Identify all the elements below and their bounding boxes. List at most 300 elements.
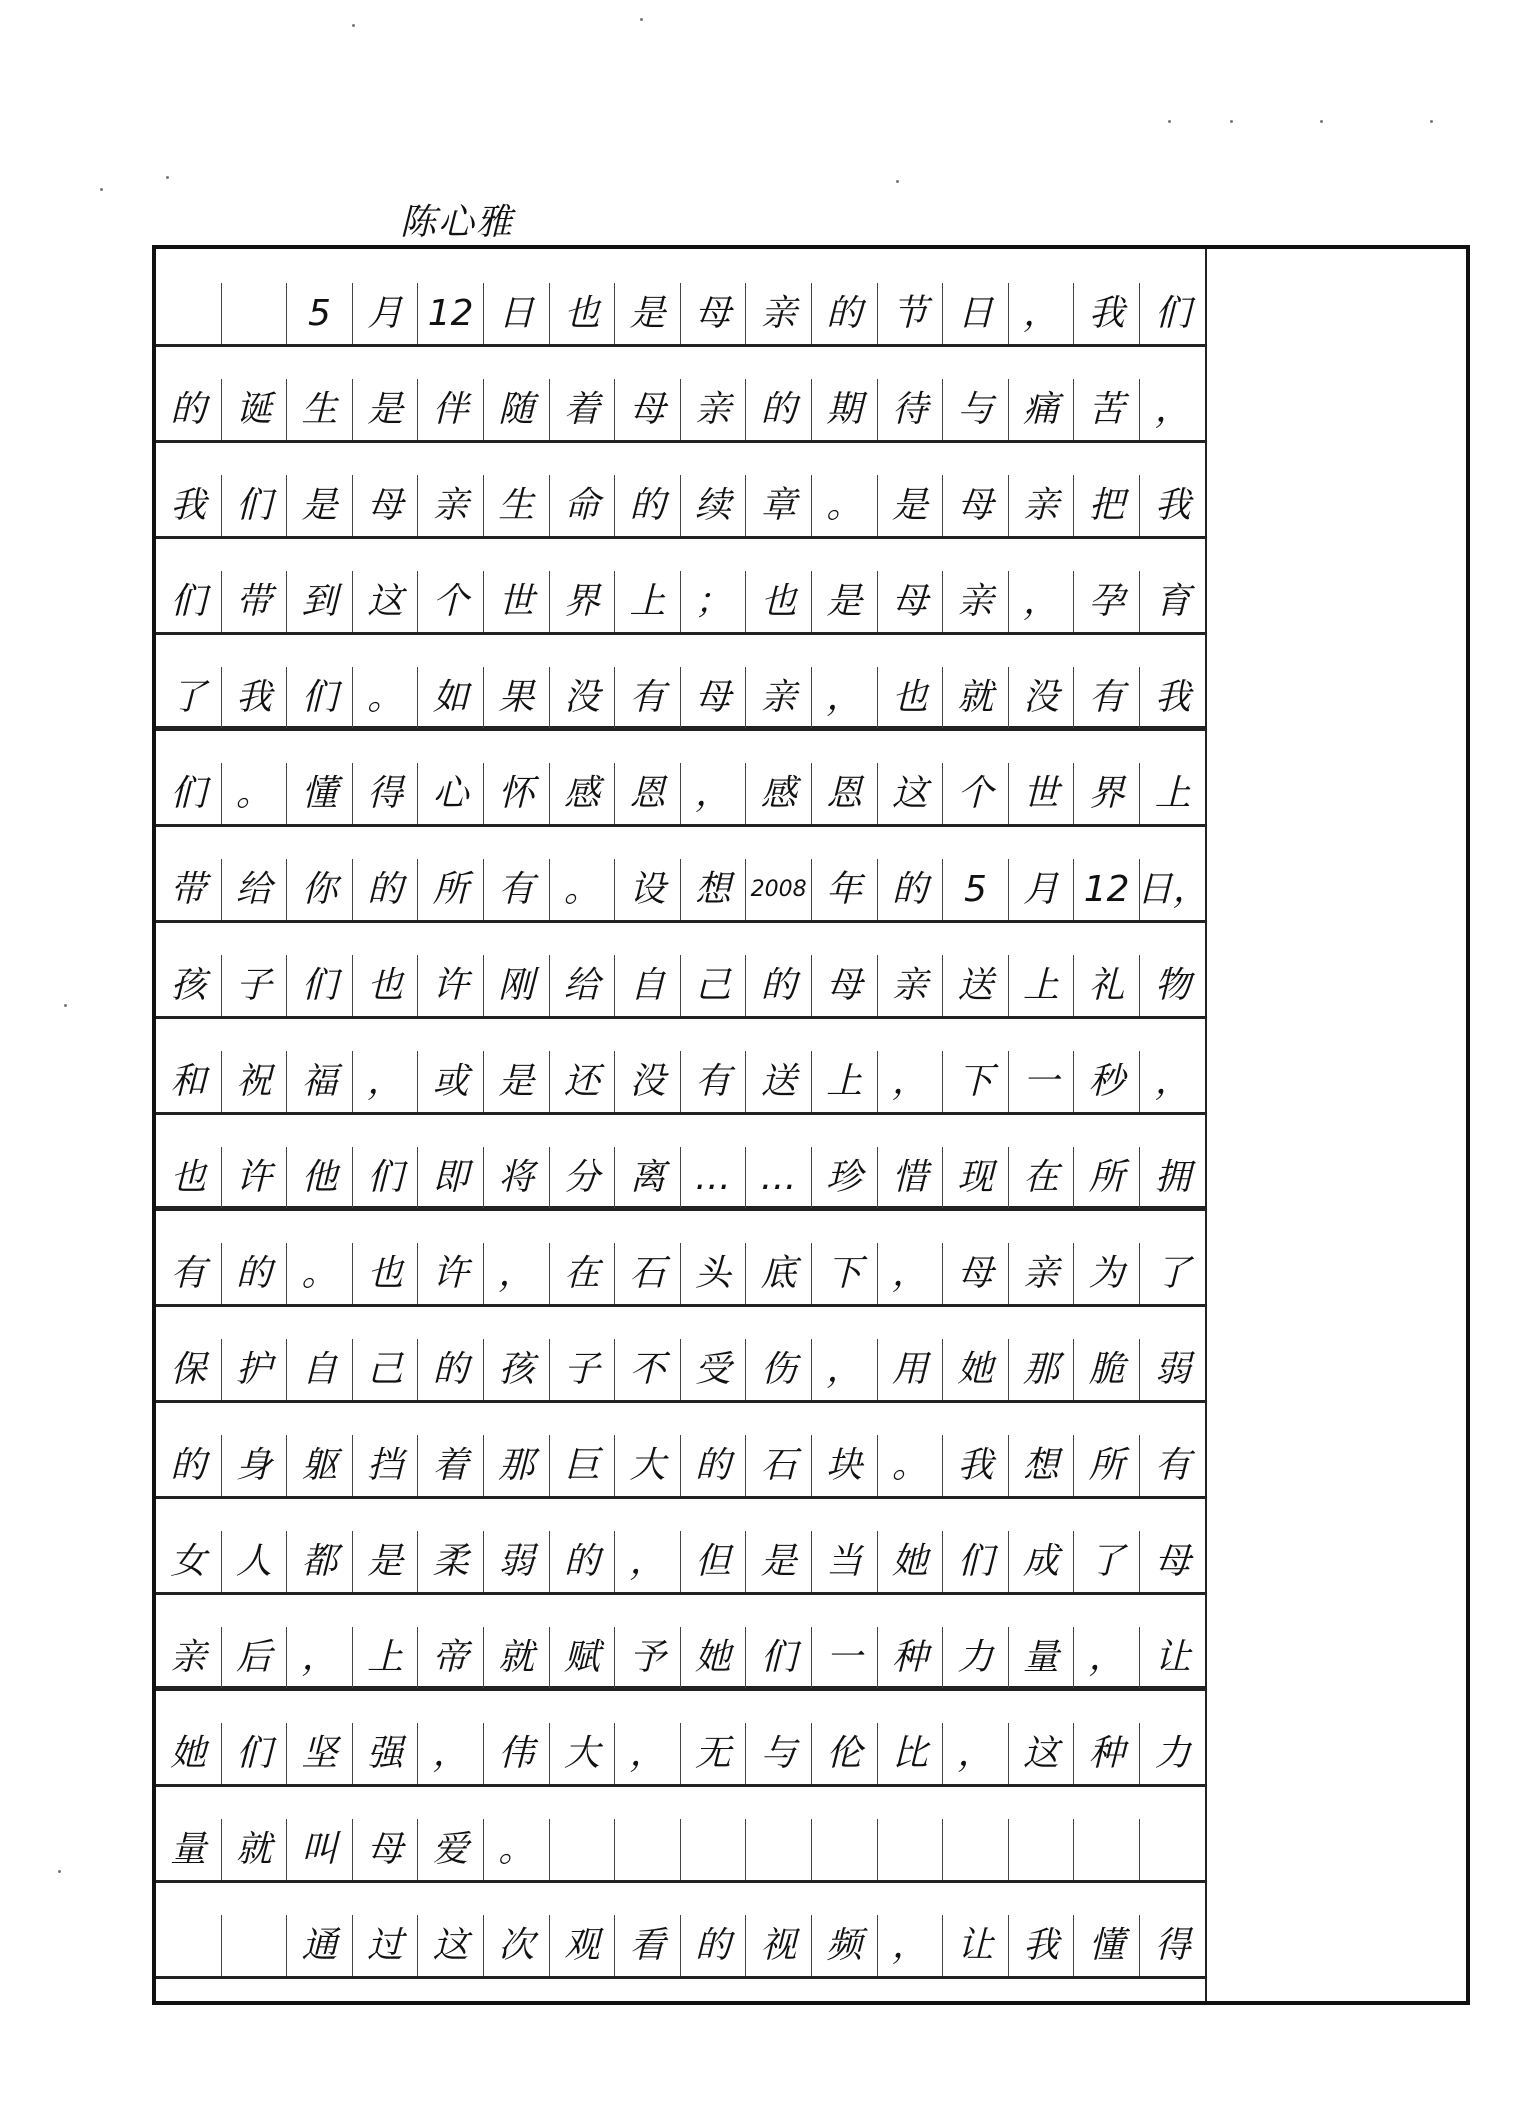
- grid-cell: 躯: [287, 1435, 353, 1496]
- grid-cell: 女: [156, 1531, 222, 1592]
- grid-cell: 后: [222, 1627, 288, 1688]
- grid-cell: 己: [353, 1339, 419, 1400]
- grid-cell: 感: [550, 763, 616, 824]
- grid-cell: 所: [1074, 1147, 1140, 1208]
- grid-cell: 设: [615, 859, 681, 920]
- grid-cell: …: [681, 1147, 747, 1208]
- grid-cell: 予: [615, 1627, 681, 1688]
- grid-row: [156, 1051, 1206, 1115]
- grid-cell: 也: [353, 955, 419, 1016]
- scan-speck: [1230, 120, 1233, 123]
- grid-cell: ，: [812, 1339, 878, 1400]
- grid-cell: 和: [156, 1051, 222, 1112]
- grid-cell: [222, 1915, 288, 1976]
- scan-speck: [1320, 120, 1323, 123]
- grid-cell: ，: [878, 1915, 944, 1976]
- grid-cell: 们: [156, 571, 222, 632]
- grid-cell: 有: [1074, 667, 1140, 728]
- grid-cell: 挡: [353, 1435, 419, 1496]
- grid-cell: 亲: [1009, 1243, 1075, 1304]
- grid-cell: 得: [1154, 1924, 1191, 1966]
- grid-cell: ，: [681, 763, 747, 824]
- grid-cell: 不: [615, 1339, 681, 1400]
- grid-cell: 续: [681, 475, 747, 536]
- grid-cell: 还: [550, 1051, 616, 1112]
- grid-cell: 坚: [287, 1723, 353, 1784]
- grid-cell: 弱: [1154, 1348, 1191, 1390]
- grid-cell: 保: [156, 1339, 222, 1400]
- grid-cell: 懂: [1074, 1915, 1140, 1976]
- grid-cell: 看: [615, 1915, 681, 1976]
- grid-cell: 亲: [746, 667, 812, 728]
- grid-cell: 人: [222, 1531, 288, 1592]
- grid-cell: 许: [418, 955, 484, 1016]
- grid-cell: [943, 1819, 1009, 1880]
- grid-cell: 。: [550, 859, 616, 920]
- grid-cell: 就: [222, 1819, 288, 1880]
- scan-speck: [166, 176, 169, 179]
- grid-cell: 亲: [1009, 475, 1075, 536]
- grid-cell: 们: [746, 1627, 812, 1688]
- grid-cell: 也: [746, 571, 812, 632]
- grid-cell: 观: [550, 1915, 616, 1976]
- grid-cell: 子: [550, 1339, 616, 1400]
- grid-cell: 亲: [746, 283, 812, 344]
- grid-cell: 身: [222, 1435, 288, 1496]
- grid-cell: 那: [1009, 1339, 1075, 1400]
- grid-cell: 上: [1154, 772, 1191, 814]
- grid-cell: 世: [1009, 763, 1075, 824]
- grid-cell: 自: [615, 955, 681, 1016]
- grid-cell: 那: [484, 1435, 550, 1496]
- grid-cell: ，: [1009, 283, 1075, 344]
- scan-speck: [352, 24, 355, 27]
- grid-cell: 了: [156, 667, 222, 728]
- grid-cell: 亲: [418, 475, 484, 536]
- grid-cell: 感: [746, 763, 812, 824]
- scan-speck: [1430, 120, 1433, 123]
- grid-cell: ，: [1154, 388, 1191, 430]
- grid-cell: 视: [746, 1915, 812, 1976]
- grid-cell: 下: [943, 1051, 1009, 1112]
- grid-cell: 这: [878, 763, 944, 824]
- grid-cell: 的: [156, 1435, 222, 1496]
- grid-cell: 福: [287, 1051, 353, 1112]
- grid-cell: 的: [353, 859, 419, 920]
- grid-cell: 量: [156, 1819, 222, 1880]
- scan-speck: [64, 1004, 67, 1007]
- grid-cell: 珍: [812, 1147, 878, 1208]
- grid-cell: 通: [287, 1915, 353, 1976]
- grid-cell: 这: [1009, 1723, 1075, 1784]
- grid-cell: 或: [418, 1051, 484, 1112]
- grid-cell: 想: [1009, 1435, 1075, 1496]
- scan-speck: [640, 18, 643, 21]
- grid-cell: 给: [222, 859, 288, 920]
- grid-cell: [222, 283, 288, 344]
- composition-sheet: [152, 245, 1470, 2005]
- grid-cell: 孕: [1074, 571, 1140, 632]
- grid-cell: 亲: [681, 379, 747, 440]
- grid-cell: 我: [943, 1435, 1009, 1496]
- grid-cell: 力: [1154, 1732, 1191, 1774]
- grid-cell: 的: [222, 1243, 288, 1304]
- grid-cell: 的: [681, 1435, 747, 1496]
- grid-cell: 这: [418, 1915, 484, 1976]
- grid-cell: 种: [878, 1627, 944, 1688]
- grid-cell: 的: [746, 379, 812, 440]
- grid-cell: 祝: [222, 1051, 288, 1112]
- grid-cell: 个: [943, 763, 1009, 824]
- grid-row: [156, 667, 1206, 731]
- grid-cell: 没: [615, 1051, 681, 1112]
- grid-cell: 子: [222, 955, 288, 1016]
- grid-cell: 是: [484, 1051, 550, 1112]
- grid-cell: 母: [681, 283, 747, 344]
- grid-cell: 。: [287, 1243, 353, 1304]
- grid-cell: 次: [484, 1915, 550, 1976]
- grid-cell: 她: [878, 1531, 944, 1592]
- grid-cell: 她: [943, 1339, 1009, 1400]
- grid-cell: 有: [1154, 1444, 1191, 1486]
- grid-cell: 的: [878, 859, 944, 920]
- grid-cell: …: [746, 1147, 812, 1208]
- grid-cell: 与: [943, 379, 1009, 440]
- grid-cell: [1140, 1819, 1206, 1880]
- grid-cell: 恩: [812, 763, 878, 824]
- grid-cell: 亲: [156, 1627, 222, 1688]
- grid-cell: 块: [812, 1435, 878, 1496]
- grid-cell: 母: [353, 475, 419, 536]
- grid-cell: 心: [418, 763, 484, 824]
- grid-cell: 了: [1074, 1531, 1140, 1592]
- grid-cell: ，: [943, 1723, 1009, 1784]
- grid-cell: 带: [222, 571, 288, 632]
- grid-cell: 头: [681, 1243, 747, 1304]
- grid-cell: 年: [812, 859, 878, 920]
- grid-row: [156, 1339, 1206, 1403]
- grid-cell: 们: [287, 955, 353, 1016]
- grid-cell: 也: [878, 667, 944, 728]
- grid-cell: [156, 1915, 222, 1976]
- grid-cell: 离: [615, 1147, 681, 1208]
- grid-cell: 5: [943, 859, 1009, 920]
- grid-cell: 着: [550, 379, 616, 440]
- grid-cell: 们: [1154, 292, 1191, 334]
- grid-cell: 亲: [943, 571, 1009, 632]
- grid-cell: 日: [943, 283, 1009, 344]
- scan-speck: [100, 188, 103, 191]
- scan-speck: [896, 180, 899, 183]
- grid-cell: 也: [353, 1243, 419, 1304]
- grid-cell: 拥: [1154, 1156, 1191, 1198]
- grid-cell: 的: [746, 955, 812, 1016]
- grid-cell: 伟: [484, 1723, 550, 1784]
- grid-cell: 上: [812, 1051, 878, 1112]
- grid-cell: 想: [681, 859, 747, 920]
- grid-cell: 底: [746, 1243, 812, 1304]
- grid-cell: 成: [1009, 1531, 1075, 1592]
- grid-cell: 世: [484, 571, 550, 632]
- grid-cell: 上: [353, 1627, 419, 1688]
- grid-cell: ，: [878, 1051, 944, 1112]
- grid-cell: 弱: [484, 1531, 550, 1592]
- grid-cell: 护: [222, 1339, 288, 1400]
- grid-row: [156, 1723, 1206, 1787]
- grid-cell: 孩: [484, 1339, 550, 1400]
- grid-cell: 的: [550, 1531, 616, 1592]
- grid-cell: 。: [812, 475, 878, 536]
- scan-speck: [58, 1870, 61, 1873]
- grid-row: [156, 1147, 1206, 1211]
- grid-cell: ，: [878, 1243, 944, 1304]
- grid-cell: 母: [1154, 1540, 1191, 1582]
- grid-cell: 这: [353, 571, 419, 632]
- grid-cell: 也: [550, 283, 616, 344]
- grid-cell: 。: [878, 1435, 944, 1496]
- grid-cell: 是: [812, 571, 878, 632]
- grid-cell: 是: [746, 1531, 812, 1592]
- grid-cell: 的: [681, 1915, 747, 1976]
- grid-cell: 她: [681, 1627, 747, 1688]
- grid-cell: 们: [222, 475, 288, 536]
- grid-cell: 即: [418, 1147, 484, 1208]
- grid-cell: 是: [353, 379, 419, 440]
- grid-cell: 让: [943, 1915, 1009, 1976]
- grid-cell: 我: [1074, 283, 1140, 344]
- grid-row: [156, 475, 1206, 539]
- grid-cell: 上: [1009, 955, 1075, 1016]
- grid-cell: ，: [287, 1627, 353, 1688]
- grid-cell: ，: [812, 667, 878, 728]
- grid-cell: 脆: [1074, 1339, 1140, 1400]
- grid-row: [156, 763, 1206, 827]
- grid-cell: 月: [353, 283, 419, 344]
- grid-row: [156, 283, 1206, 347]
- grid-row: [156, 571, 1206, 635]
- grid-cell: 石: [746, 1435, 812, 1496]
- grid-cell: 为: [1074, 1243, 1140, 1304]
- grid-cell: 命: [550, 475, 616, 536]
- grid-cell: 刚: [484, 955, 550, 1016]
- grid-cell: 12: [1074, 859, 1140, 920]
- grid-cell: 你: [287, 859, 353, 920]
- grid-cell: 着: [418, 1435, 484, 1496]
- grid-cell: 石: [615, 1243, 681, 1304]
- grid-cell: 是: [287, 475, 353, 536]
- grid-cell: 待: [878, 379, 944, 440]
- grid-cell: 有: [484, 859, 550, 920]
- grid-row: [156, 859, 1209, 923]
- grid-cell: 。: [222, 763, 288, 824]
- grid-cell: 在: [550, 1243, 616, 1304]
- grid-cell: 诞: [222, 379, 288, 440]
- grid-cell: 有: [681, 1051, 747, 1112]
- grid-cell: 一: [1009, 1051, 1075, 1112]
- grid-cell: 是: [878, 475, 944, 536]
- grid-cell: 我: [1154, 676, 1191, 718]
- grid-cell: 就: [943, 667, 1009, 728]
- grid-cell: 母: [681, 667, 747, 728]
- grid-cell: 但: [681, 1531, 747, 1592]
- grid-cell: 受: [681, 1339, 747, 1400]
- grid-cell: 让: [1154, 1636, 1191, 1678]
- grid-row: [156, 1435, 1206, 1499]
- grid-cell: 们: [156, 763, 222, 824]
- grid-cell: 期: [812, 379, 878, 440]
- grid-cell: 节: [878, 283, 944, 344]
- grid-cell: [681, 1819, 747, 1880]
- grid-cell: 送: [943, 955, 1009, 1016]
- grid-cell: [878, 1819, 944, 1880]
- grid-cell: 界: [550, 571, 616, 632]
- grid-cell: 我: [156, 475, 222, 536]
- grid-cell: [1009, 1819, 1075, 1880]
- grid-cell: 母: [353, 1819, 419, 1880]
- grid-cell: 如: [418, 667, 484, 728]
- grid-cell: 母: [878, 571, 944, 632]
- grid-cell: 与: [746, 1723, 812, 1784]
- author-name: 陈心雅: [400, 202, 515, 243]
- grid-cell: 赋: [550, 1627, 616, 1688]
- grid-cell: 母: [812, 955, 878, 1016]
- grid-cell: 把: [1074, 475, 1140, 536]
- grid-cell: 叫: [287, 1819, 353, 1880]
- grid-cell: ，: [418, 1723, 484, 1784]
- grid-cell: 都: [287, 1531, 353, 1592]
- grid-cell: 分: [550, 1147, 616, 1208]
- grid-cell: 许: [222, 1147, 288, 1208]
- grid-cell: 爱: [418, 1819, 484, 1880]
- grid-cell: 物: [1154, 964, 1191, 1006]
- grid-cell: 下: [812, 1243, 878, 1304]
- grid-cell: 章: [746, 475, 812, 536]
- grid-cell: 就: [484, 1627, 550, 1688]
- grid-cell: 2008: [746, 859, 812, 920]
- grid-cell: 大: [550, 1723, 616, 1784]
- grid-cell: 无: [681, 1723, 747, 1784]
- grid-cell: 个: [418, 571, 484, 632]
- grid-cell: 日: [484, 283, 550, 344]
- grid-cell: 己: [681, 955, 747, 1016]
- grid-cell: ；: [681, 571, 747, 632]
- grid-cell: [615, 1819, 681, 1880]
- grid-cell: 有: [615, 667, 681, 728]
- grid-cell: 12: [418, 283, 484, 344]
- grid-cell: 了: [1154, 1252, 1191, 1294]
- grid-cell: 孩: [156, 955, 222, 1016]
- grid-cell: 的: [156, 379, 222, 440]
- grid-cell: 有: [156, 1243, 222, 1304]
- grid-cell: 惜: [878, 1147, 944, 1208]
- grid-cell: 柔: [418, 1531, 484, 1592]
- grid-cell: 他: [287, 1147, 353, 1208]
- grid-cell: 到: [287, 571, 353, 632]
- grid-cell: 我: [1154, 484, 1191, 526]
- grid-cell: 比: [878, 1723, 944, 1784]
- grid-cell: 伤: [746, 1339, 812, 1400]
- grid-cell: 亲: [878, 955, 944, 1016]
- grid-cell: 月: [1009, 859, 1075, 920]
- grid-cell: 我: [1009, 1915, 1075, 1976]
- grid-cell: [746, 1819, 812, 1880]
- grid-cell: 将: [484, 1147, 550, 1208]
- grid-cell: 育: [1154, 580, 1191, 622]
- grid-cell: 是: [353, 1531, 419, 1592]
- grid-cell: 随: [484, 379, 550, 440]
- grid-cell: 伴: [418, 379, 484, 440]
- grid-cell: 得: [353, 763, 419, 824]
- grid-cell: 大: [615, 1435, 681, 1496]
- grid-cell: 用: [878, 1339, 944, 1400]
- grid-cell: 频: [812, 1915, 878, 1976]
- grid-cell: 果: [484, 667, 550, 728]
- grid-cell: 她: [156, 1723, 222, 1784]
- grid-cell: 过: [353, 1915, 419, 1976]
- grid-cell: 们: [287, 667, 353, 728]
- grid-row: [156, 1243, 1206, 1307]
- grid-cell: 当: [812, 1531, 878, 1592]
- grid-cell: 日，: [1136, 868, 1209, 910]
- grid-cell: 。: [484, 1819, 550, 1880]
- grid-cell: 们: [222, 1723, 288, 1784]
- grid-cell: 生: [484, 475, 550, 536]
- grid-cell: ，: [1074, 1627, 1140, 1688]
- grid-cell: 界: [1074, 763, 1140, 824]
- grid-cell: 秒: [1074, 1051, 1140, 1112]
- grid-cell: ，: [615, 1723, 681, 1784]
- grid-cell: 送: [746, 1051, 812, 1112]
- grid-cell: 5: [287, 283, 353, 344]
- grid-cell: ，: [353, 1051, 419, 1112]
- grid-cell: 所: [1074, 1435, 1140, 1496]
- grid-cell: 痛: [1009, 379, 1075, 440]
- grid-cell: 母: [943, 1243, 1009, 1304]
- grid-cell: 没: [1009, 667, 1075, 728]
- grid-cell: 自: [287, 1339, 353, 1400]
- grid-cell: 恩: [615, 763, 681, 824]
- grid-cell: [812, 1819, 878, 1880]
- grid-cell: 生: [287, 379, 353, 440]
- grid-cell: 母: [615, 379, 681, 440]
- grid-cell: 一: [812, 1627, 878, 1688]
- grid-cell: 给: [550, 955, 616, 1016]
- grid-cell: [550, 1819, 616, 1880]
- grid-cell: 的: [812, 283, 878, 344]
- grid-row: [156, 1915, 1206, 1979]
- grid-cell: ，: [484, 1243, 550, 1304]
- grid-cell: 苦: [1074, 379, 1140, 440]
- grid-cell: ，: [1009, 571, 1075, 632]
- grid-cell: 的: [615, 475, 681, 536]
- grid-cell: 礼: [1074, 955, 1140, 1016]
- grid-cell: 上: [615, 571, 681, 632]
- grid-cell: 力: [943, 1627, 1009, 1688]
- grid-cell: 强: [353, 1723, 419, 1784]
- grid-cell: 我: [222, 667, 288, 728]
- grid-cell: 现: [943, 1147, 1009, 1208]
- grid-row: [156, 1819, 1206, 1883]
- grid-cell: [156, 283, 222, 344]
- grid-cell: 所: [418, 859, 484, 920]
- grid-cell: 带: [156, 859, 222, 920]
- grid-cell: ，: [615, 1531, 681, 1592]
- grid-cell: 怀: [484, 763, 550, 824]
- grid-cell: 也: [156, 1147, 222, 1208]
- grid-row: [156, 955, 1206, 1019]
- grid-cell: 伦: [812, 1723, 878, 1784]
- grid-cell: 是: [615, 283, 681, 344]
